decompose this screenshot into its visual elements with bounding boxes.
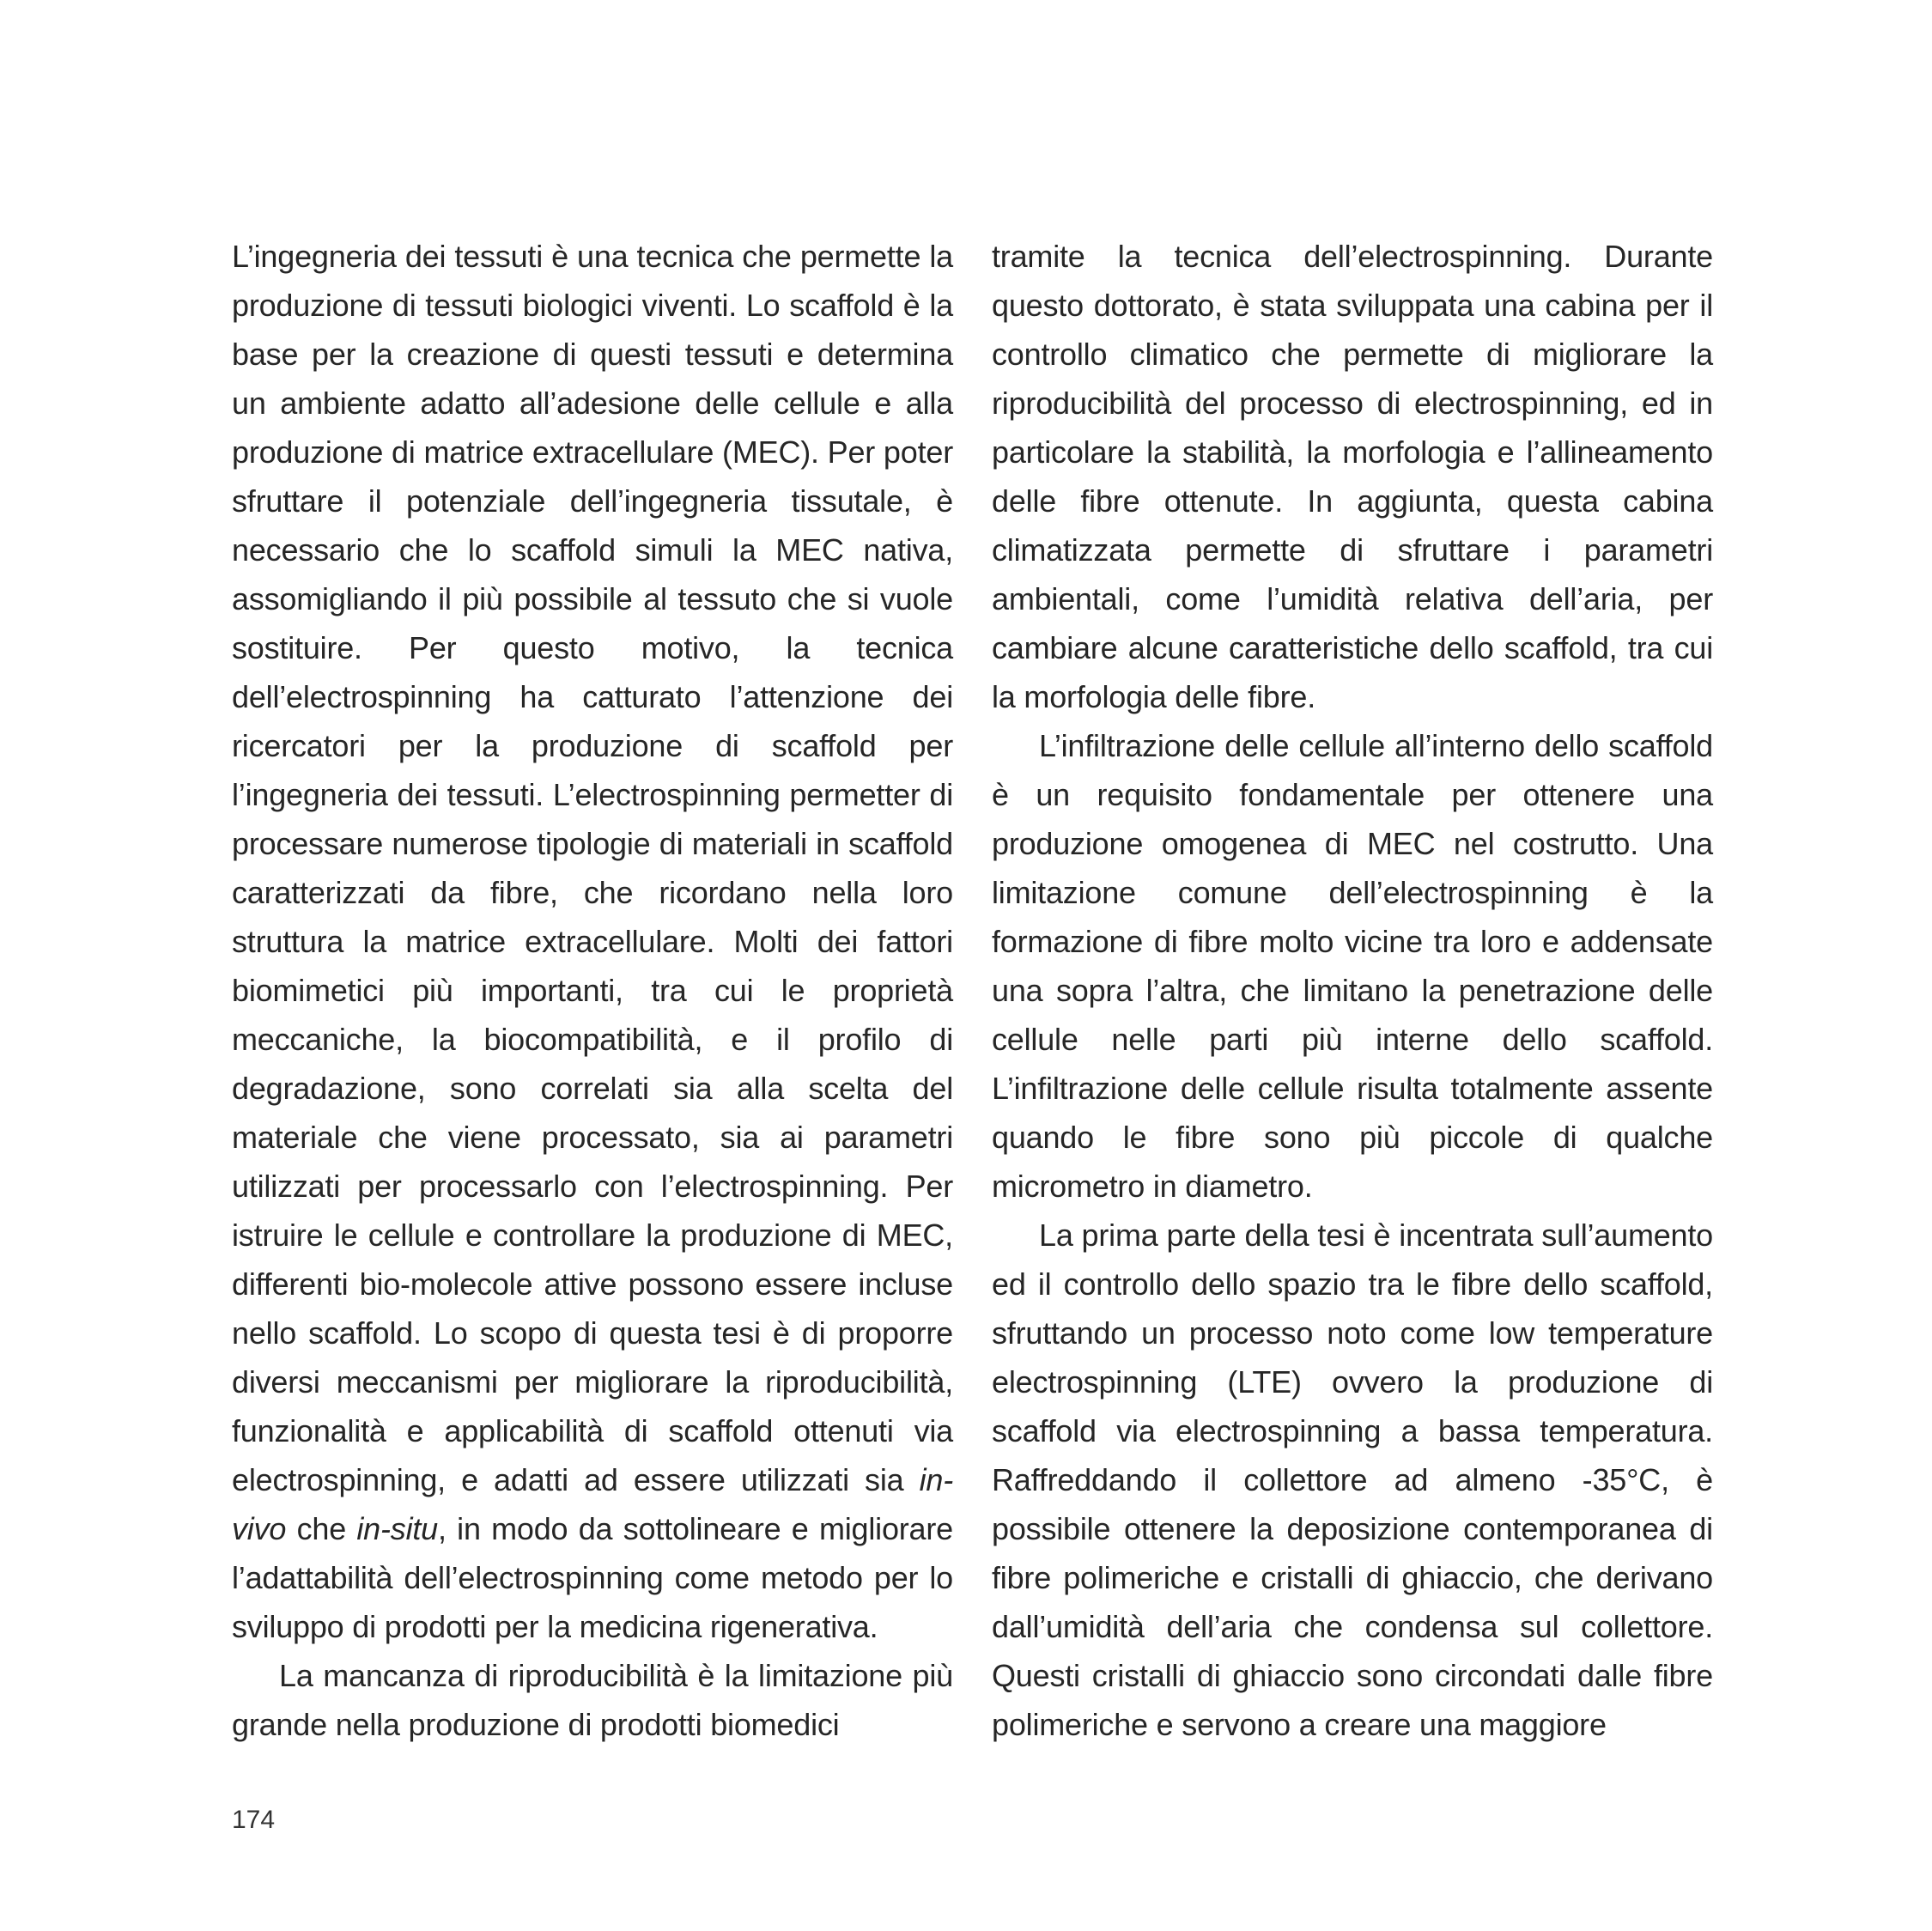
page-number: 174: [232, 1806, 276, 1834]
right-column: [992, 232, 1713, 1749]
left-paragraph-1-text-c: , in modo da sottolineare e migliorare l’adattabilità dell’electrospinning come metodo per lo sviluppo di prodotti per la medicina rigenerativa.: [232, 1511, 953, 1644]
right-paragraph-1: tramite la tecnica dell’electrospinning. Durante questo dottorato, è stata sviluppata una cabina per il controllo climatico che permette di migliorare la riproducibilità del processo di electrospinning, ed in particolare la stabilità, la morfologia e l’allineamento delle fibre ottenute. In aggiunta, questa cabina climatizzata permette di sfruttare i parametri ambientali, come l’umidità relativa dell’aria, per cambiare alcune caratteristiche dello scaffold, tra cui la morfologia delle fibre.: [992, 239, 1713, 714]
left-column: [232, 232, 953, 1749]
italic-term-in-vivo: in-vivo: [232, 1462, 953, 1546]
right-paragraph-2: L’infiltrazione delle cellule all’interno dello scaffold è un requisito fondamentale per ottenere una produzione omogenea di MEC nel costrutto. Una limitazione comune dell’electrospinning è la formazione di fibre molto vicine tra loro e addensate una sopra l’altra, che limitano la penetrazione delle cellule nelle parti più interne dello scaffold. L’infiltrazione delle cellule risulta totalmente assente quando le fibre sono più piccole di qualche micrometro in diametro.: [992, 728, 1713, 1204]
italic-term-in-situ: in-situ: [356, 1511, 439, 1546]
left-paragraph-1-text-a: L’ingegneria dei tessuti è una tecnica che permette la produzione di tessuti biologici viventi. Lo scaffold è la base per la creazione di questi tessuti e determina un ambiente adatto all’adesione delle cellule e alla produzione di matrice extracellulare (MEC). Per poter sfruttare il potenziale dell’ingegneria tissutale, è necessario che lo scaffold simuli la MEC nativa, assomigliando il più possibile al tessuto che si vuole sostituire. Per questo motivo, la tecnica dell’electrospinning ha catturato l’attenzione dei ricercatori per la produzione di scaffold per l’ingegneria dei tessuti. L’electrospinning permetter di processare numerose tipologie di materiali in scaffold caratterizzati da fibre, che ricordano nella loro struttura la matrice extracellulare. Molti dei fattori biomimetici più importanti, tra cui le proprietà meccaniche, la biocompatibilità, e il profilo di degradazione, sono correlati sia alla scelta del materiale che viene processato, sia ai parametri utilizzati per processarlo con l’electrospinning. Per istruire le cellule e controllare la produzione di MEC, differenti bio-molecole attive possono essere incluse nello scaffold. Lo scopo di questa tesi è di proporre diversi meccanismi per migliorare la riproducibilità, funzionalità e applicabilità di scaffold ottenuti via electrospinning, e adatti ad essere utilizzati sia: [232, 239, 953, 1497]
left-paragraph-1: [232, 232, 953, 1651]
right-paragraph-3: La prima parte della tesi è incentrata sull’aumento ed il controllo dello spazio tra le fibre dello scaffold, sfruttando un processo noto come low temperature electrospinning (LTE) ovvero la produzione di scaffold via electrospinning a bassa temperatura. Raffreddando il collettore ad almeno -35°C, è possibile ottenere la deposizione contemporanea di fibre polimeriche e cristalli di ghiaccio, che derivano dall’umidità dell’aria che condensa sul collettore. Questi cristalli di ghiaccio sono circondati dalle fibre polimeriche e servono a creare una maggiore: [992, 1218, 1713, 1742]
left-paragraph-2: La mancanza di riproducibilità è la limitazione più grande nella produzione di prodotti biomedici: [232, 1658, 953, 1742]
left-paragraph-1-text-b: che: [286, 1511, 357, 1546]
